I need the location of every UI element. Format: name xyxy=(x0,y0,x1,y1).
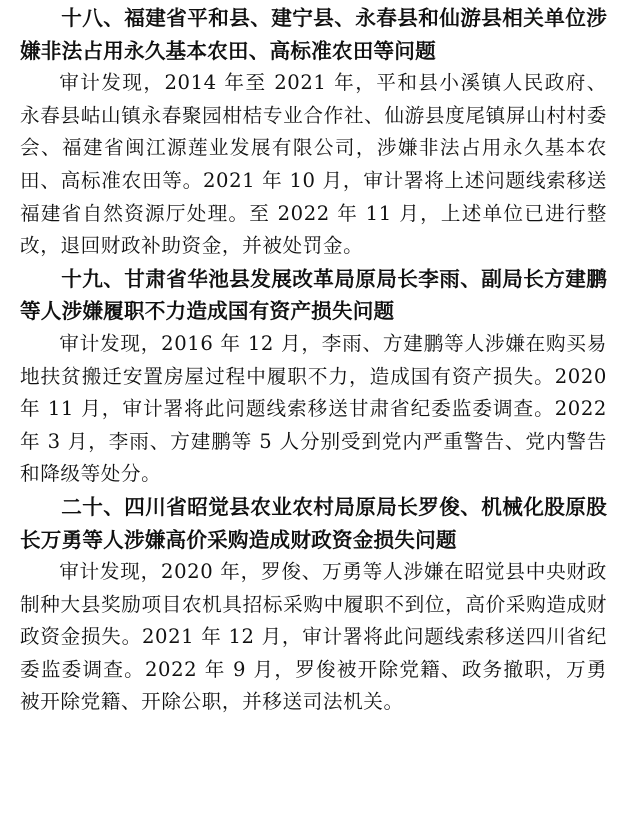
section-body: 审计发现，2016 年 12 月，李雨、方建鹏等人涉嫌在购买易地扶贫搬迁安置房屋过程中履职不力，造成国有资产损失。2020 年 11 月，审计署将此问题线索移送甘肃省纪委监委调查。2022 年 3 月，李雨、方建鹏等 5 人分别受到党内严重警告、党内警告和降级等处分。 xyxy=(20,331,607,486)
section-heading: 十八、福建省平和县、建宁县、永春县和仙游县相关单位涉嫌非法占用永久基本农田、高标准农田等问题 xyxy=(20,6,607,63)
section-body: 审计发现，2020 年，罗俊、万勇等人涉嫌在昭觉县中央财政制种大县奖励项目农机具招标采购中履职不到位，高价采购造成财政资金损失。2021 年 12 月，审计署将此问题线索移送四川省纪委监委调查。2022 年 9 月，罗俊被开除党籍、政务撤职，万勇被开除党籍、开除公职，并移送司法机关。 xyxy=(20,560,607,714)
section-body: 审计发现，2014 年至 2021 年，平和县小溪镇人民政府、永春县岵山镇永春聚园柑桔专业合作社、仙游县度尾镇屏山村村委会、福建省闽江源莲业发展有限公司，涉嫌非法占用永久基本农田、高标准农田等。2021 年 10 月，审计署将上述问题线索移送福建省自然资源厅处理。至 2022 年 11 月，上述单位已进行整改，退回财政补助资金，并被处罚金。 xyxy=(20,71,607,258)
section-19 xyxy=(20,263,607,491)
section-18 xyxy=(20,2,607,263)
section-heading: 二十、四川省昭觉县农业农村局原局长罗俊、机械化股原股长万勇等人涉嫌高价采购造成财政资金损失问题 xyxy=(20,494,607,552)
section-20 xyxy=(20,491,607,719)
section-heading: 十九、甘肃省华池县发展改革局原局长李雨、副局长方建鹏等人涉嫌履职不力造成国有资产损失问题 xyxy=(20,266,607,324)
